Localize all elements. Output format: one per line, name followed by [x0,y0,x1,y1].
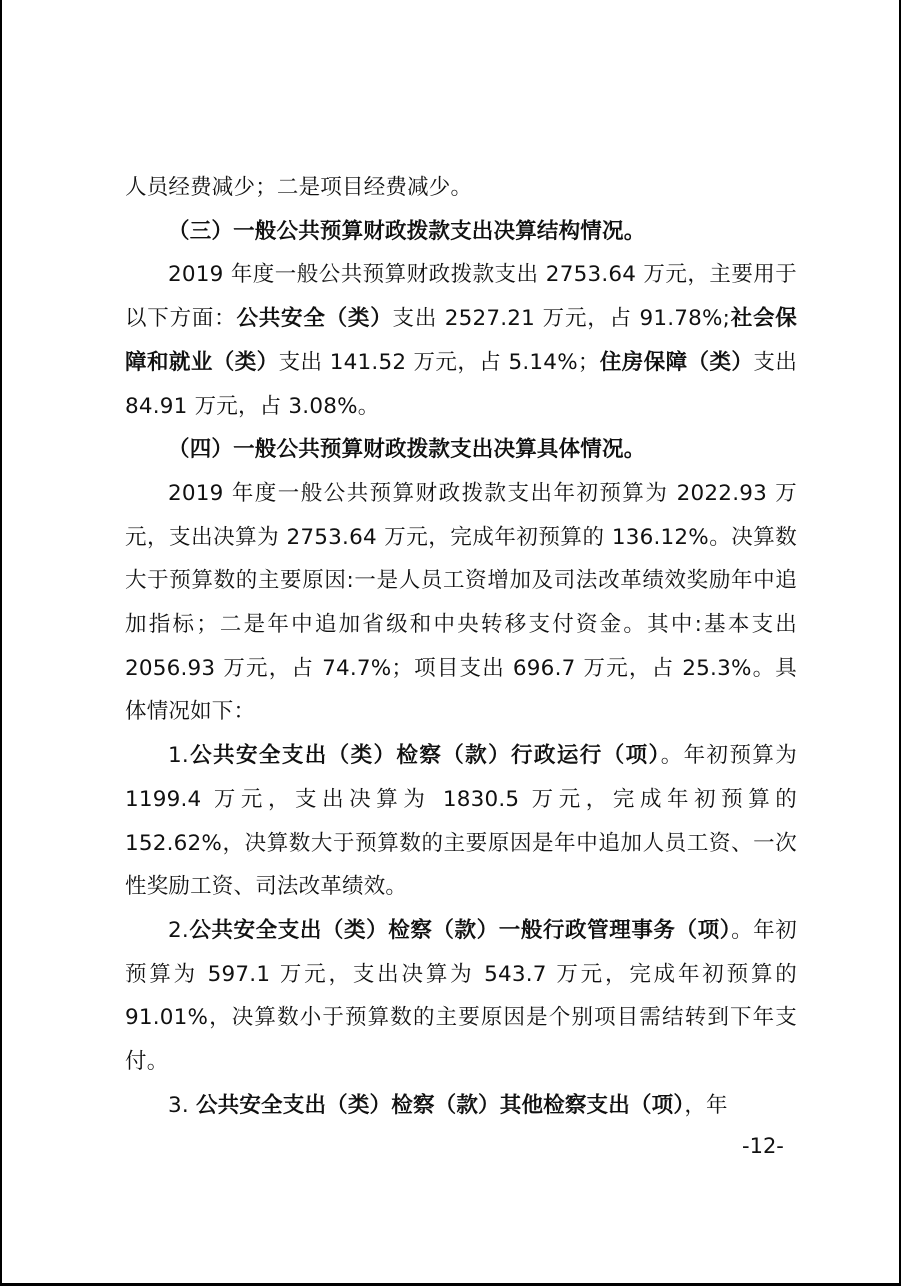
paragraph-text: 支出 141.52 万元，占 5.14%； [278,349,600,375]
paragraph [125,253,797,428]
item-title: 公共安全支出（类）检察（款）一般行政管理事务（项） [188,917,732,943]
page-body [125,166,797,1127]
section-heading-4: （四）一般公共预算财政拨款支出决算具体情况。 [168,437,646,463]
item-number: 2. [168,917,189,943]
list-item [125,909,797,1084]
item-text: 。年初预算为 1199.4 万元，支出决算为 1830.5 万元，完成年初预算的 152.62%，决算数大于预算数的主要原因是年中追加人员工资、一次性奖励工资、司法改革绩效。 [125,743,798,900]
page-number: -12- [742,1134,784,1158]
category-label: 住房保障（类） [599,349,754,375]
paragraph: 2019 年度一般公共预算财政拨款支出年初预算为 2022.93 万元，支出决算为 2753.64 万元，完成年初预算的 136.12%。决算数大于预算数的主要原因:一是人员工资增加及司法改革绩效奖励年中追加指标；二是年中追加省级和中央转移支付资金。其中:基本支出 2056.93 万元，占 74.7%；项目支出 696.7 万元，占 25.3%。具体情况如下： [125,480,797,725]
paragraph-text: 2019 年度一般公共预算财政拨款支出 2753.64 万元，主要用于以下方面： [125,262,797,332]
paragraph: 人员经费减少；二是项目经费减少。 [125,175,473,200]
category-label: 社会保障和就业（类） [125,306,797,375]
section-heading-3: （三）一般公共预算财政拨款支出决算结构情况。 [168,218,646,244]
paragraph-text: 支出 2527.21 万元，占 91.78%; [392,306,731,332]
list-item [125,734,797,909]
item-number: 1. [168,743,189,769]
item-title: 公共安全支出（类）检察（款）行政运行（项） [188,743,661,769]
item-number: 3. [168,1092,196,1118]
item-text: ，年 [684,1092,728,1118]
list-item [125,1084,797,1128]
item-title: 公共安全支出（类）检察（款）其他检察支出（项） [195,1092,685,1118]
paragraph-text: 支出 84.91 万元，占 3.08%。 [125,349,798,419]
category-label: 公共安全（类） [236,306,393,332]
item-text: 。年初预算为 597.1 万元，支出决算为 543.7 万元，完成年初预算的 91.01%，决算数小于预算数的主要原因是个别项目需结转到下年支付。 [125,917,797,1075]
